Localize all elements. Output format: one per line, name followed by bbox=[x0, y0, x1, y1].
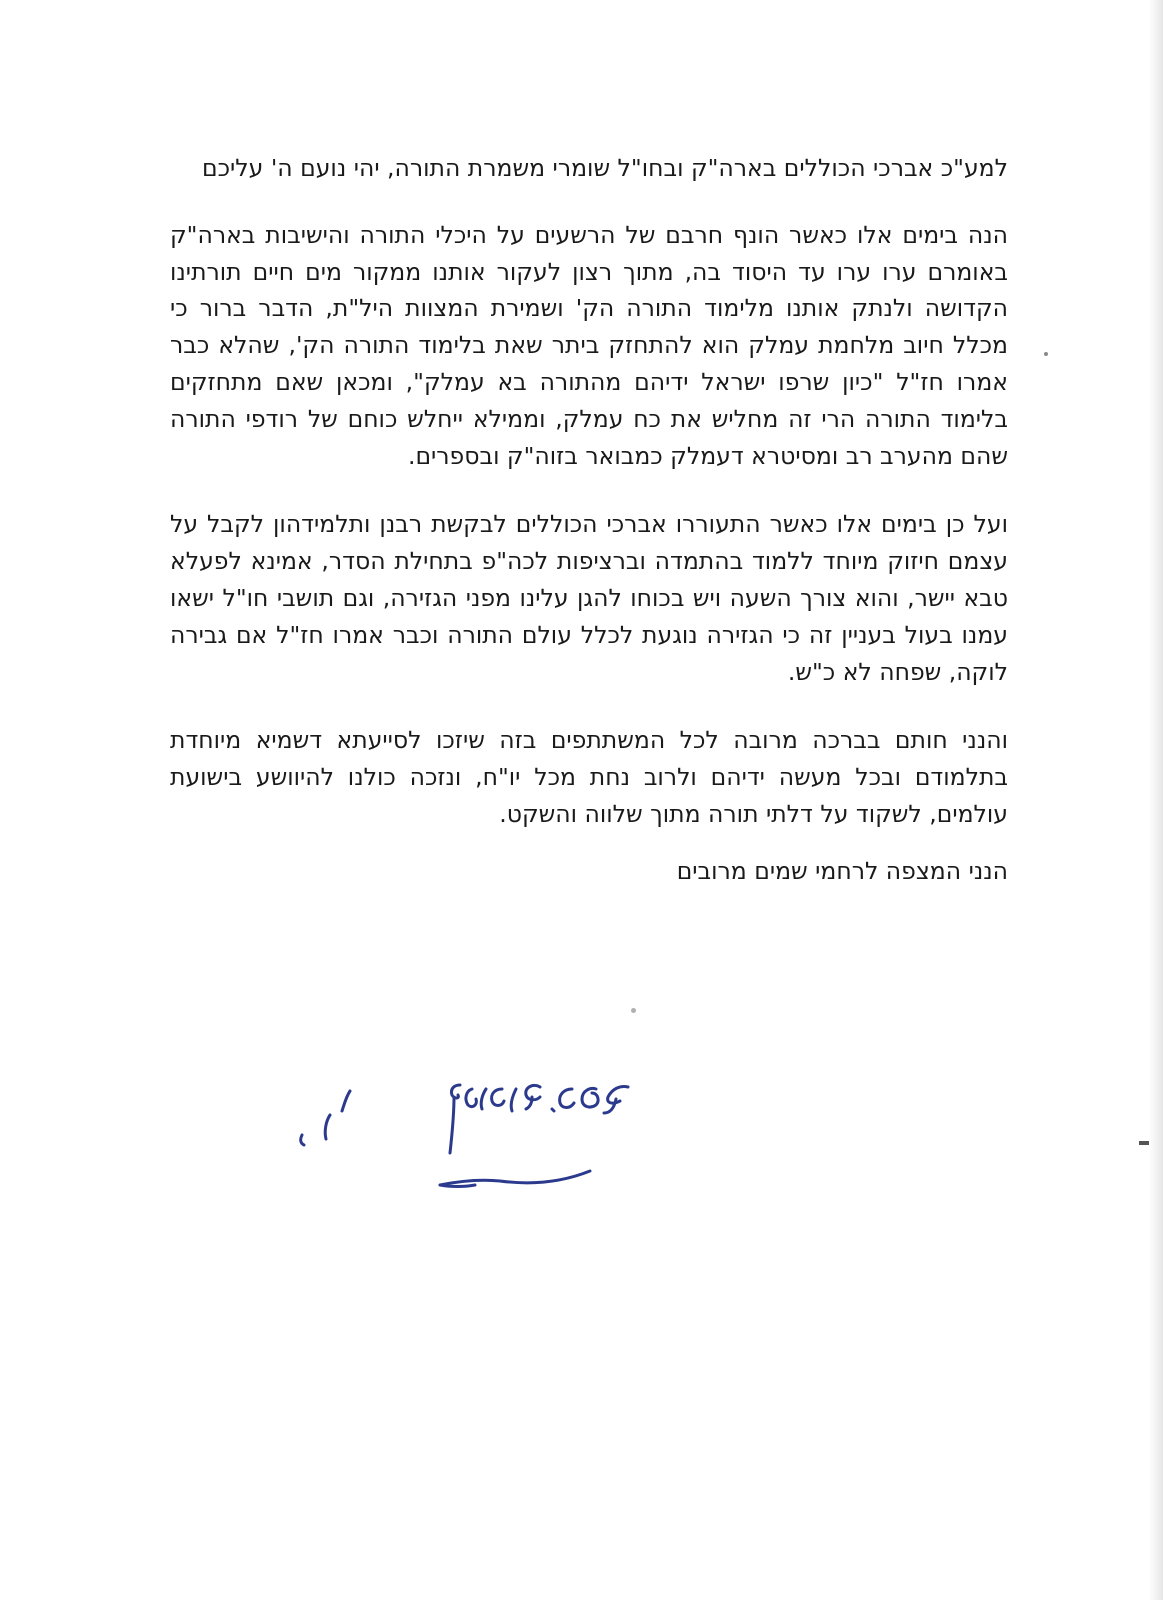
letter-paragraph-2: ועל כן בימים אלו כאשר התעוררו אברכי הכוללים לבקשת רבנן ותלמידהון לקבל על עצמם חיזוק מיוחד ללמוד בהתמדה וברציפות לכה"פ בתחילת הסדר, אמינא לפעלא טבא יישר, והוא צורך השעה ויש בכוחו להגן עלינו מפני הגזירה, וגם תושבי חו"ל ישאו עמנו בעול בעניין זה כי הגזירה נוגעת לכלל עולם התורה וכבר אמרו חז"ל אם גבירה לוקה, שפחה לא כ"ש. bbox=[170, 510, 1008, 686]
letter-greeting: למע"כ אברכי הכוללים בארה"ק ובחו"ל שומרי משמרת התורה, יהי נועם ה' עליכם bbox=[202, 154, 1008, 182]
handwritten-signature bbox=[290, 1075, 650, 1215]
scan-edge-shadow bbox=[1149, 0, 1163, 1600]
letter-body bbox=[170, 150, 1008, 890]
letter-paragraph-3: והנני חותם בברכה מרובה לכל המשתתפים בזה שיזכו לסייעתא דשמיא מיוחדת בתלמודם ובכל מעשה ידיהם ולרוב נחת מכל יו"ח, ונזכה כולנו להיוושע בישועת עולמים, לשקוד על דלתי תורה מתוך שלווה והשקט. bbox=[170, 726, 1008, 828]
letter-closing: הנני המצפה לרחמי שמים מרובים bbox=[676, 856, 1008, 885]
scan-speck bbox=[631, 1008, 636, 1013]
scan-speck bbox=[1044, 352, 1048, 356]
letter-paragraph-1: הנה בימים אלו כאשר הונף חרבם של הרשעים על היכלי התורה והישיבות בארה"ק באומרם ערו ערו עד היסוד בה, מתוך רצון לעקור אותנו ממקור מים חיים תורתינו הקדושה ולנתק אותנו מלימוד התורה הק' ושמירת המצוות היל"ת, הדבר ברור כי מכלל חיוב מלחמת עמלק הוא להתחזק ביתר שאת בלימוד התורה הק', שהלא כבר אמרו חז"ל "כיון שרפו ישראל ידיהם מהתורה בא עמלק", ומכאן שאם מתחזקים בלימוד התורה הרי זה מחליש את כח עמלק, וממילא ייחלש כוחם של רודפי התורה שהם מהערב רב ומסיטרא דעמלק כמבואר בזוה"ק ובספרים. bbox=[170, 220, 1008, 470]
scan-margin-mark bbox=[1139, 1141, 1149, 1145]
